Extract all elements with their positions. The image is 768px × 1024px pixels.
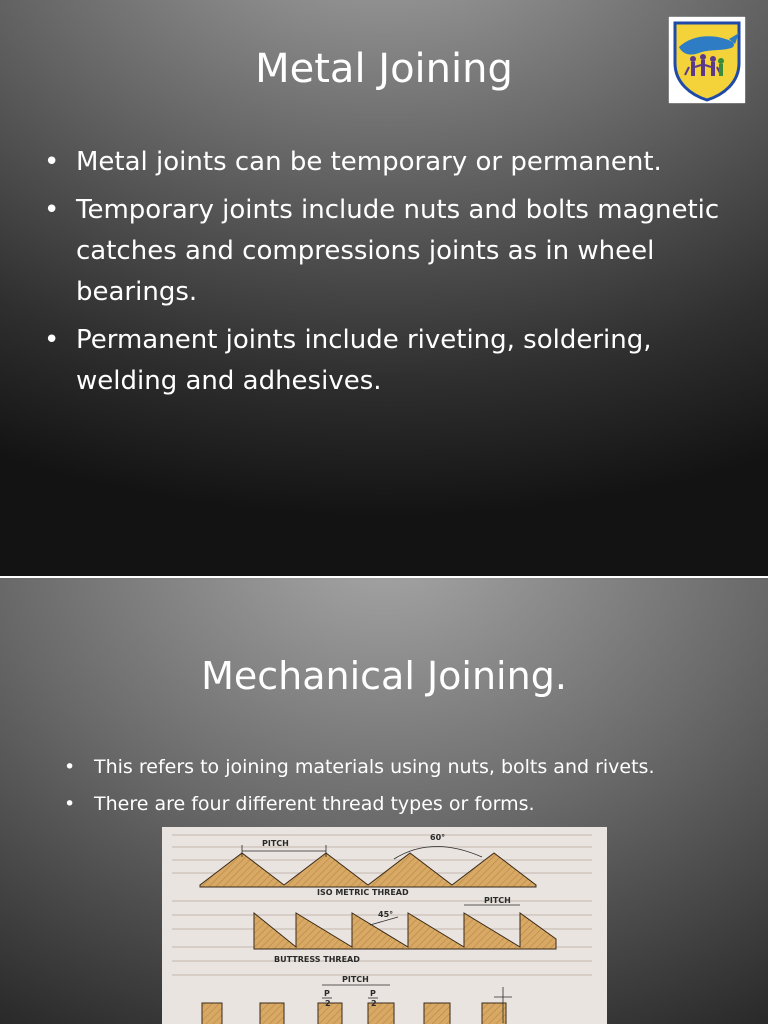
pitch-label: PITCH (262, 839, 289, 848)
pitch-label: PITCH (342, 975, 369, 984)
half-label: 2 (325, 999, 331, 1008)
iso-thread-profile (200, 853, 536, 887)
slide-title: Mechanical Joining. (201, 654, 567, 698)
slide-mechanical-joining (0, 578, 768, 1024)
bullet-item: • There are four different thread types or forms. (62, 786, 742, 823)
angle-60-label: 60° (430, 833, 446, 842)
pitch-label: PITCH (484, 896, 511, 905)
buttress-thread-label: BUTTRESS THREAD (274, 955, 360, 964)
slide-title: Metal Joining (255, 46, 513, 92)
buttress-thread-profile (254, 913, 556, 949)
bullet-list (40, 142, 730, 409)
bullet-item: • Permanent joints include riveting, soldering, welding and adhesives. (40, 320, 730, 402)
p-label: P (324, 989, 330, 998)
bullet-item: • Metal joints can be temporary or permanent. (40, 142, 730, 183)
thread-forms-figure (162, 827, 607, 1024)
school-crest-logo (669, 17, 745, 103)
half-label: 2 (371, 999, 377, 1008)
square-thread-profile (202, 1003, 506, 1024)
p-label: P (370, 989, 376, 998)
bullet-list (62, 749, 742, 823)
bullet-item: • This refers to joining materials using nuts, bolts and rivets. (62, 749, 742, 786)
bullet-item: • Temporary joints include nuts and bolts magnetic catches and compressions joints as in wheel bearings. (40, 190, 730, 313)
iso-thread-label: ISO METRIC THREAD (317, 888, 409, 897)
angle-45-label: 45° (378, 910, 394, 919)
